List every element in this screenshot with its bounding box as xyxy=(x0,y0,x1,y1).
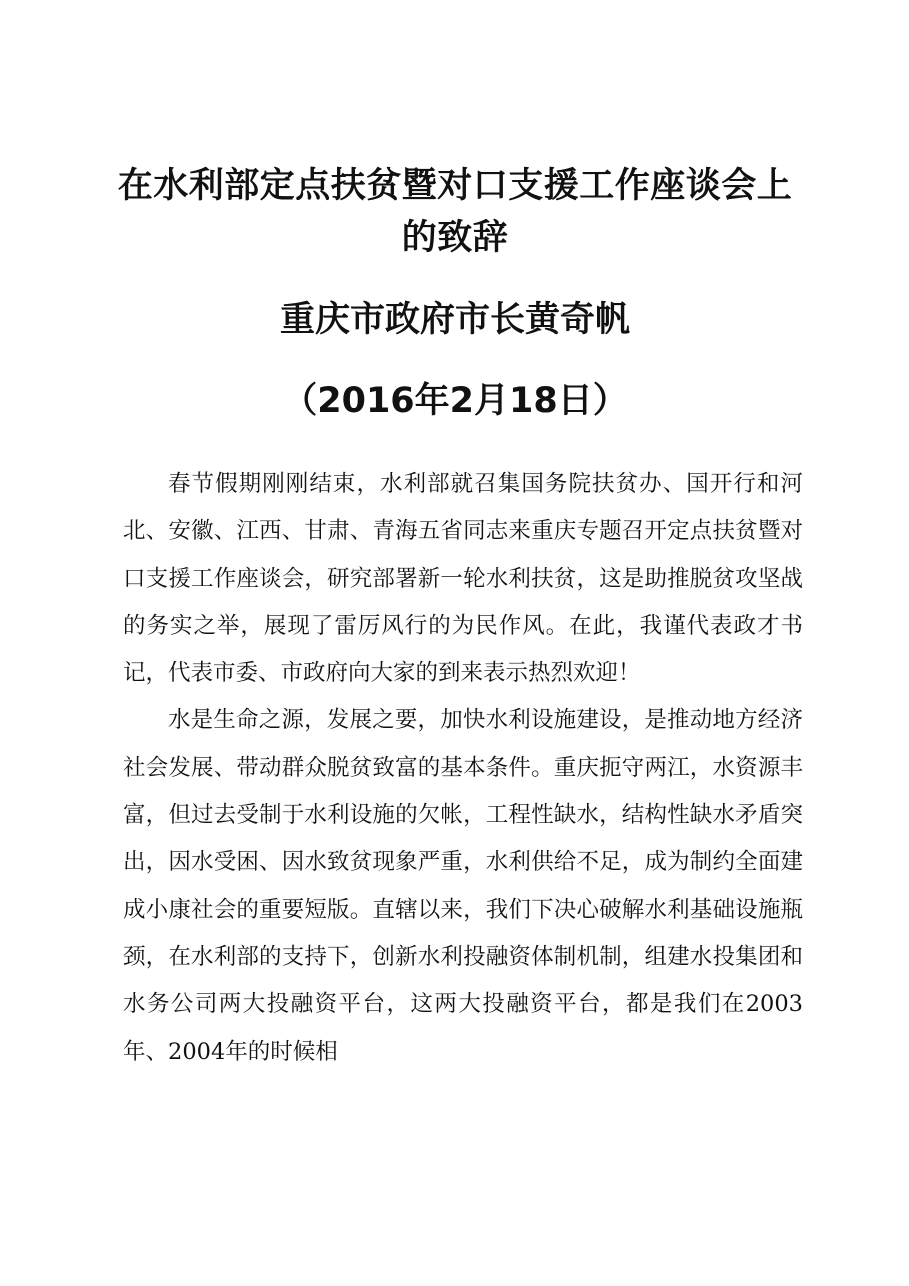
document-body xyxy=(123,461,803,1076)
document-date: （2016年2月18日） xyxy=(282,381,628,421)
paragraph: 春节假期刚刚结束，水利部就召集国务院扶贫办、国开行和河北、安徽、江西、甘肃、青海五省同志来重庆专题召开定点扶贫暨对口支援工作座谈会，研究部署新一轮水利扶贫，这是助推脱贫攻坚战的务实之举，展现了雷厉风行的为民作风。在此，我谨代表政才书记，代表市委、市政府向大家的到来表示热烈欢迎！ xyxy=(123,471,803,687)
document-author: 重庆市政府市长黄奇帆 xyxy=(279,300,630,340)
paragraph: 水是生命之源，发展之要，加快水利设施建设，是推动地方经济社会发展、带动群众脱贫致富的基本条件。重庆扼守两江，水资源丰富，但过去受制于水利设施的欠帐，工程性缺水，结构性缺水矛盾突出，因水受困、因水致贫现象严重，水利供给不足，成为制约全面建成小康社会的重要短版。直辖以来，我们下决心破解水利基础设施瓶颈，在水利部的支持下，创新水利投融资体制机制，组建水投集团和水务公司两大投融资平台，这两大投融资平台，都是我们在2003年、2004年的时候相 xyxy=(123,707,803,1065)
document-title: 在水利部定点扶贫暨对口支援工作座谈会上的致辞 xyxy=(117,166,793,258)
